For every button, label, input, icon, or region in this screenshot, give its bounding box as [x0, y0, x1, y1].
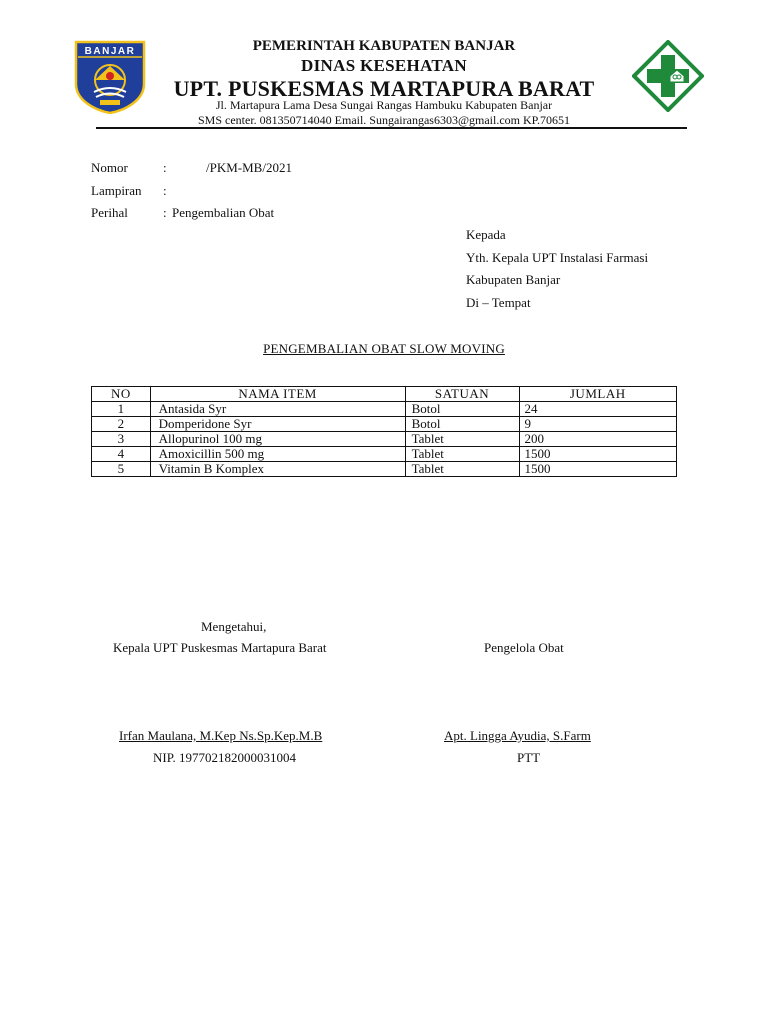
table-row: [92, 447, 677, 462]
cell-jumlah: 9: [519, 417, 677, 432]
table-header-row: [92, 387, 677, 402]
perihal-colon: :: [163, 205, 167, 220]
left-signer-nip: NIP. 197702182000031004: [153, 750, 297, 765]
cell-nama-item: Amoxicillin 500 mg: [150, 447, 405, 462]
cell-nama-item: Vitamin B Komplex: [150, 462, 405, 477]
recipient-title: Yth. Kepala UPT Instalasi Farmasi: [466, 250, 649, 265]
cell-jumlah: 200: [519, 432, 677, 447]
perihal-value: Pengembalian Obat: [172, 205, 275, 220]
cell-jumlah: 24: [519, 402, 677, 417]
left-signer-name: Irfan Maulana, M.Kep Ns.Sp.Kep.M.B: [119, 728, 323, 743]
header-government: PEMERINTAH KABUPATEN BANJAR: [252, 38, 516, 54]
right-signer-title: Pengelola Obat: [484, 640, 564, 655]
logo-banjar-text: BANJAR: [84, 46, 136, 57]
col-header-no: NO: [92, 387, 151, 402]
nomor-value: /PKM-MB/2021: [206, 160, 292, 175]
table-row: [92, 417, 677, 432]
cell-satuan: Botol: [405, 417, 519, 432]
table-row: [92, 402, 677, 417]
recipient-place: Di – Tempat: [466, 295, 531, 310]
cell-no: 5: [92, 462, 151, 477]
cell-no: 3: [92, 432, 151, 447]
cell-jumlah: 1500: [519, 447, 677, 462]
cell-nama-item: Allopurinol 100 mg: [150, 432, 405, 447]
nomor-label: Nomor: [91, 160, 128, 175]
left-signer-title: Kepala UPT Puskesmas Martapura Barat: [113, 640, 327, 655]
cell-nama-item: Domperidone Syr: [150, 417, 405, 432]
col-header-jumlah: JUMLAH: [519, 387, 677, 402]
lampiran-label: Lampiran: [91, 183, 142, 198]
cell-satuan: Tablet: [405, 462, 519, 477]
cell-satuan: Tablet: [405, 447, 519, 462]
cell-satuan: Tablet: [405, 432, 519, 447]
header-institution: UPT. PUSKESMAS MARTAPURA BARAT: [173, 76, 595, 101]
col-header-satuan: SATUAN: [405, 387, 519, 402]
col-header-nama-item: NAMA ITEM: [150, 387, 405, 402]
cell-jumlah: 1500: [519, 462, 677, 477]
header-department: DINAS KESEHATAN: [301, 56, 467, 75]
cell-no: 1: [92, 402, 151, 417]
lampiran-colon: :: [163, 183, 167, 198]
cell-satuan: Botol: [405, 402, 519, 417]
right-signer-name: Apt. Lingga Ayudia, S.Farm: [444, 728, 591, 743]
recipient-kepada: Kepada: [466, 227, 506, 242]
perihal-label: Perihal: [91, 205, 128, 220]
cell-no: 4: [92, 447, 151, 462]
cell-no: 2: [92, 417, 151, 432]
mengetahui-label: Mengetahui,: [201, 619, 267, 634]
document-title: [0, 341, 768, 357]
recipient-region: Kabupaten Banjar: [466, 272, 561, 287]
cell-nama-item: Antasida Syr: [150, 402, 405, 417]
header-address: Jl. Martapura Lama Desa Sungai Rangas Hambuku Kabupaten Banjar: [215, 98, 553, 112]
medicine-table: [91, 386, 677, 477]
table-row: [92, 432, 677, 447]
header-contact: SMS center. 081350714040 Email. Sungairangas6303@gmail.com KP.70651: [197, 113, 571, 127]
header-divider: [96, 127, 687, 129]
document-title-text: PENGEMBALIAN OBAT SLOW MOVING: [263, 341, 505, 356]
right-signer-status: PTT: [517, 750, 541, 765]
nomor-colon: :: [163, 160, 167, 175]
table-row: [92, 462, 677, 477]
